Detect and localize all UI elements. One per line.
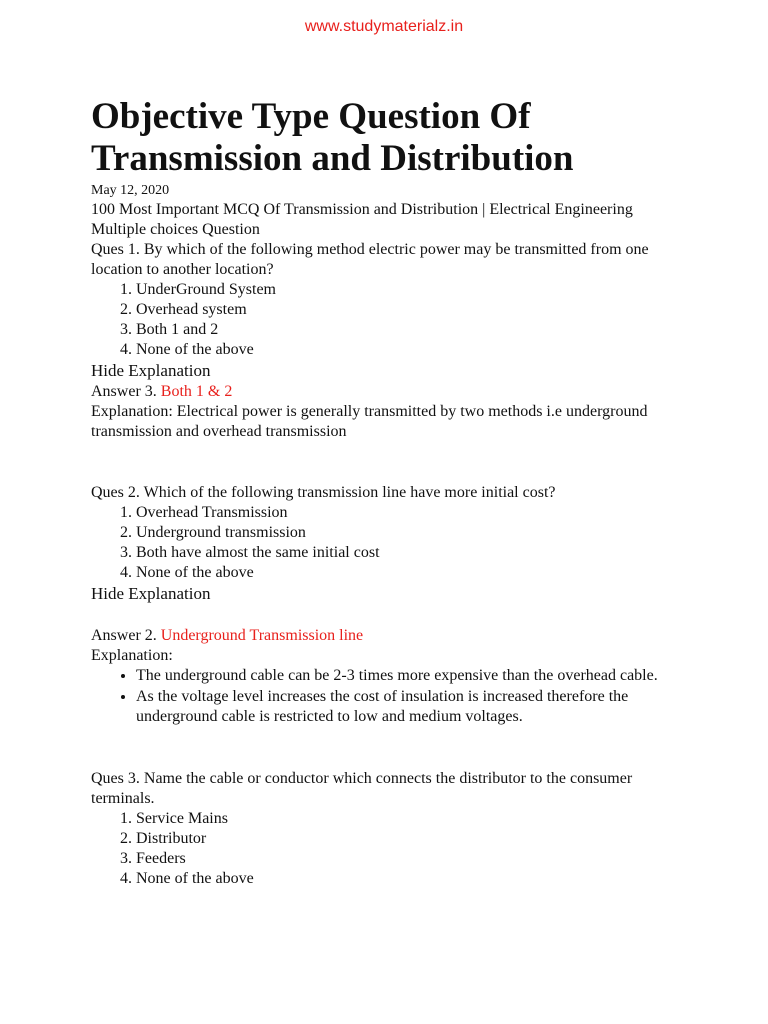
site-url-link[interactable]: www.studymaterialz.in <box>304 18 464 35</box>
option-item: 1. Service Mains <box>136 809 681 829</box>
hide-explanation-toggle[interactable]: Hide Explanation <box>91 361 211 380</box>
options-list <box>91 809 681 889</box>
option-item: 3. Feeders <box>136 849 681 869</box>
question-block-2 <box>91 483 681 728</box>
answer-prefix: Answer 3. <box>91 383 157 400</box>
spacer <box>91 442 681 483</box>
article-date: May 12, 2020 <box>91 183 170 198</box>
options-list <box>91 280 681 360</box>
answer-line <box>91 382 681 402</box>
option-item: 1. Overhead Transmission <box>136 503 681 523</box>
option-item: 2. Overhead system <box>136 300 681 320</box>
option-item: 2. Underground transmission <box>136 523 681 543</box>
spacer <box>91 728 681 769</box>
options-list <box>91 503 681 583</box>
answer-text: Underground Transmission line <box>160 627 364 644</box>
spacer <box>91 605 681 626</box>
option-item: 4. None of the above <box>136 340 681 360</box>
option-item: 1. UnderGround System <box>136 280 681 300</box>
option-item: 2. Distributor <box>136 829 681 849</box>
question-block-3 <box>91 769 681 889</box>
option-item: 3. Both have almost the same initial cost <box>136 543 681 563</box>
article-subtitle: 100 Most Important MCQ Of Transmission and Distribution | Electrical Engineering Multiple choices Question <box>91 201 633 238</box>
hide-explanation-toggle[interactable]: Hide Explanation <box>91 584 211 603</box>
article-title: Objective Type Question Of Transmission and Distribution <box>91 96 574 179</box>
answer-line <box>91 626 681 646</box>
explanation-points <box>91 666 681 728</box>
question-text: Ques 2. Which of the following transmission line have more initial cost? <box>91 484 556 501</box>
explanation-text: Explanation: Electrical power is generally transmitted by two methods i.e underground transmission and overhead transmission <box>91 403 648 440</box>
question-block-1 <box>91 240 681 442</box>
option-item: 4. None of the above <box>136 563 681 583</box>
explanation-point: • The underground cable can be 2-3 times more expensive than the overhead cable. <box>136 666 681 687</box>
question-text: Ques 3. Name the cable or conductor which connects the distributor to the consumer terminals. <box>91 769 633 807</box>
explanation-point: • As the voltage level increases the cost of insulation is increased therefore the underground cable is restricted to low and medium voltages. <box>136 687 681 728</box>
article <box>91 96 681 889</box>
answer-prefix: Answer 2. <box>91 627 157 644</box>
explanation-label: Explanation: <box>91 647 173 664</box>
option-item: 3. Both 1 and 2 <box>136 320 681 340</box>
answer-text: Both 1 & 2 <box>160 383 233 400</box>
question-text: Ques 1. By which of the following method electric power may be transmitted from one location to another location? <box>91 241 649 278</box>
option-item: 4. None of the above <box>136 869 681 889</box>
